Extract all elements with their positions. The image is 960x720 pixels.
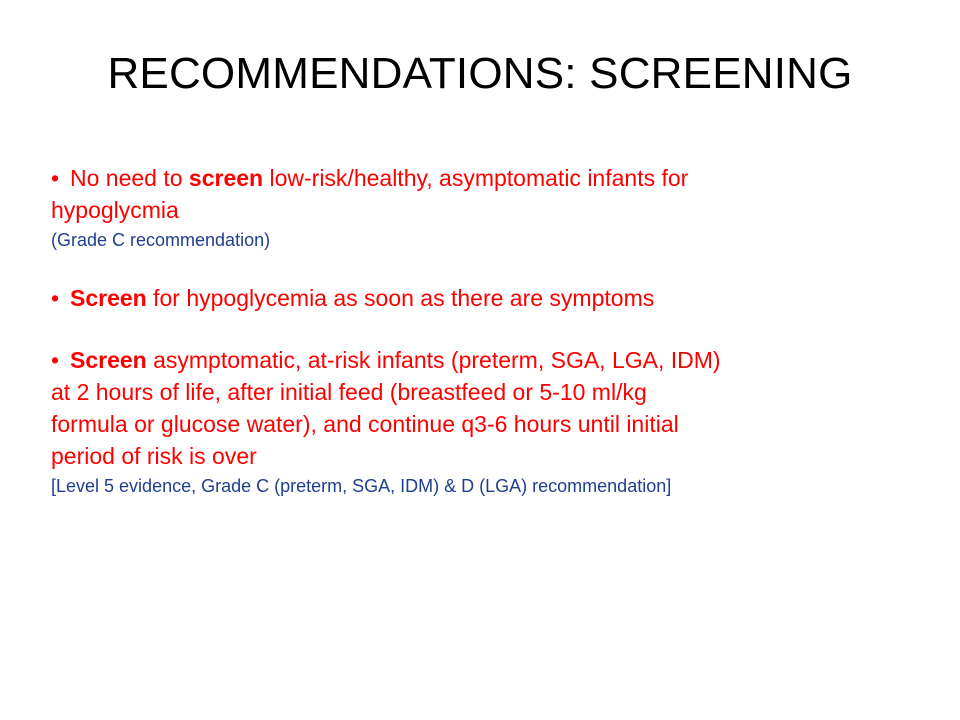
- bullet-line-continued: period of risk is over: [51, 443, 257, 469]
- bullet-line-continued: formula or glucose water), and continue q3-6 hours until initial: [51, 411, 679, 437]
- bullet-screen-at-risk: [51, 344, 911, 500]
- bullet-screen-symptoms: [51, 282, 911, 314]
- bullet-line: [51, 282, 911, 314]
- bullet-text-bold: Screen: [70, 285, 147, 311]
- grade-recommendation: (Grade C recommendation): [51, 230, 271, 250]
- spacer: [51, 314, 911, 344]
- slide-body: [51, 162, 911, 500]
- spacer: [51, 254, 911, 282]
- bullet-text-suffix: asymptomatic, at-risk infants (preterm, SGA, LGA, IDM): [146, 347, 721, 373]
- bullet-line: [51, 162, 911, 194]
- bullet-no-screen-healthy: [51, 162, 911, 254]
- bullet-text-bold: Screen: [70, 347, 147, 373]
- slide-title: RECOMMENDATIONS: SCREENING: [107, 49, 853, 98]
- bullet-dot-icon: •: [51, 285, 60, 311]
- bullet-text-suffix: low-risk/healthy, asymptomatic infants for: [263, 165, 689, 191]
- bullet-line-continued: hypoglycmia: [51, 197, 179, 223]
- bullet-dot-icon: •: [51, 165, 60, 191]
- evidence-grade: [Level 5 evidence, Grade C (preterm, SGA, IDM) & D (LGA) recommendation]: [51, 476, 672, 496]
- bullet-text-bold: screen: [188, 165, 264, 191]
- bullet-line: [51, 344, 911, 376]
- bullet-text-suffix: for hypoglycemia as soon as there are symptoms: [146, 285, 655, 311]
- bullet-line-continued: at 2 hours of life, after initial feed (breastfeed or 5-10 ml/kg: [51, 379, 647, 405]
- bullet-dot-icon: •: [51, 347, 60, 373]
- bullet-text-prefix: No need to: [70, 165, 189, 191]
